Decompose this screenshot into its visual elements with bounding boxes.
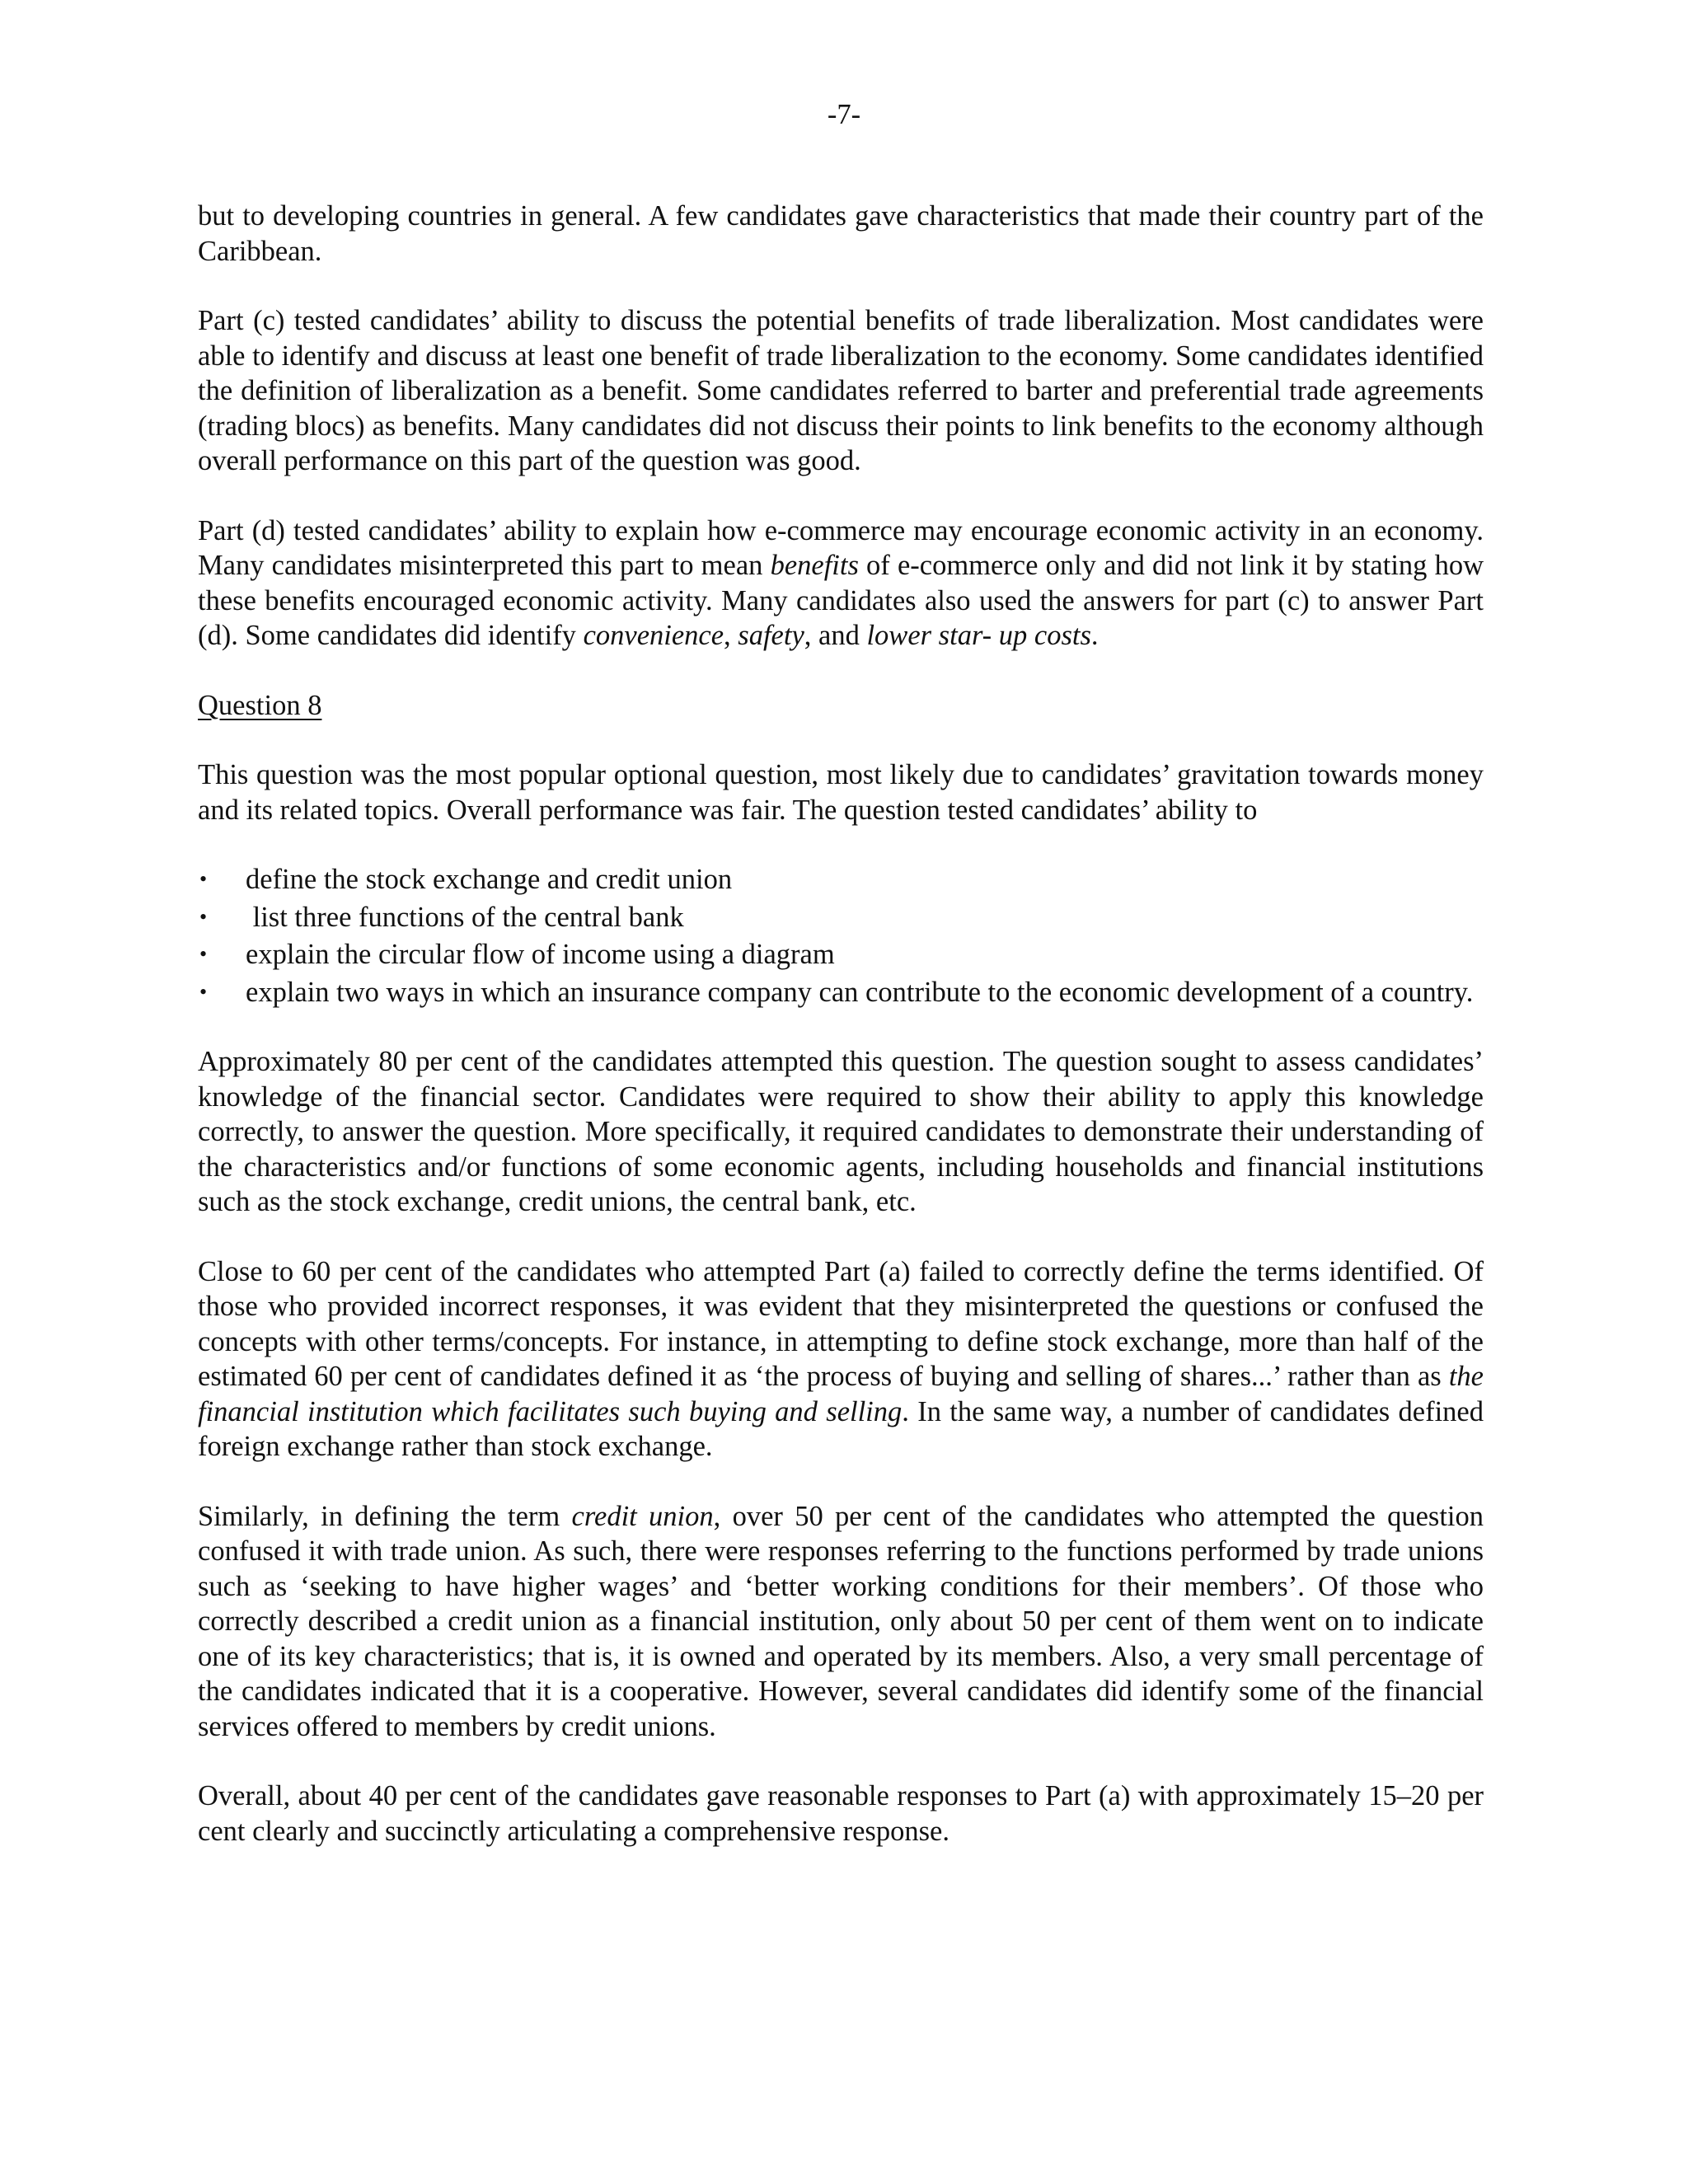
bullet-icon: • <box>199 942 208 966</box>
list-item <box>198 900 1484 935</box>
text-run: Part (d) tested candidates’ ability to explain how e-commerce may encourage economic activity in an economy. Many candidates misinterpreted this part to mean <box>198 514 1484 581</box>
list-item <box>198 975 1484 1010</box>
text-run: Similarly, in defining the term <box>198 1500 572 1532</box>
document-body <box>198 199 1484 1883</box>
list-item-text: define the stock exchange and credit union <box>246 864 733 895</box>
bullet-icon: • <box>199 867 208 891</box>
italic-definition: the financial institution which facilitates such buying and selling <box>198 1361 1484 1427</box>
list-item-text: explain the circular flow of income using a diagram <box>246 939 835 970</box>
list-item <box>198 937 1484 972</box>
list-item-text: explain two ways in which an insurance company can contribute to the economic development of a country. <box>246 976 1474 1008</box>
text-run: , and <box>804 620 867 651</box>
text-run: Close to 60 per cent of the candidates who attempted Part (a) failed to correctly define the terms identified. Of those who provided incorrect responses, it was evident that they misinterpreted the questions or confused the concepts with other terms/concepts. For instance, in attempting to define stock exchange, more than half of the estimated 60 per cent of candidates defined it as ‘the process of buying and selling of shares...’ rather than as <box>198 1255 1484 1392</box>
text-run: , over 50 per cent of the candidates who attempted the question confused it with trade union. As such, there were responses referring to the functions performed by trade unions such as ‘seeking to have higher wages’ and ‘better working conditions for their members’. Of those who correctly described a credit union as a financial institution, only about 50 per cent of them went on to indicate one of its key characteristics; that is, it is owned and operated by its members. Also, a very small percentage of the candidates indicated that it is a cooperative. However, several candidates did identify some of the financial services offered to members by credit unions. <box>198 1500 1484 1742</box>
paragraph-overall: Overall, about 40 per cent of the candidates gave reasonable responses to Part (a) with approximately 15–20 per cent clearly and succinctly articulating a comprehensive response. <box>198 1780 1484 1847</box>
bullet-icon: • <box>199 904 208 929</box>
italic-term-benefits: benefits <box>770 550 859 581</box>
bullet-list <box>198 862 1484 1010</box>
text-run: , <box>724 620 738 651</box>
paragraph-part-a-definitions <box>198 1254 1484 1465</box>
text-run: of e-commerce only and did not link it by stating how these benefits encouraged economic activity. Many candidates also used the answers for part (c) to answer Part (d). Some candidates did identify <box>198 550 1484 651</box>
paragraph-continuation: but to developing countries in general. A few candidates gave characteristics that made their country part of the Caribbean. <box>198 200 1484 267</box>
bullet-icon: • <box>199 979 208 1004</box>
paragraph-part-d <box>198 513 1484 654</box>
paragraph-attempt-rate: Approximately 80 per cent of the candidates attempted this question. The question sought to assess candidates’ knowledge of the financial sector. Candidates were required to show their ability to apply this knowledge correctly, to answer the question. More specifically, it required candidates to demonstrate their understanding of the characteristics and/or functions of some economic agents, including households and financial institutions such as the stock exchange, credit unions, the central bank, etc. <box>198 1046 1484 1217</box>
section-heading-question-8: Question 8 <box>198 689 322 721</box>
list-item <box>198 862 1484 898</box>
italic-term-safety: safety <box>738 620 804 651</box>
italic-term-convenience: convenience <box>583 620 724 651</box>
paragraph-question-8-intro: This question was the most popular optional question, most likely due to candidates’ gravitation towards money and its related topics. Overall performance was fair. The question tested candidates’ ability to <box>198 759 1484 826</box>
list-item-text: list three functions of the central bank <box>246 901 684 933</box>
italic-term-credit-union: credit union <box>571 1500 714 1532</box>
paragraph-credit-union <box>198 1499 1484 1745</box>
paragraph-part-c: Part (c) tested candidates’ ability to discuss the potential benefits of trade liberalization. Most candidates were able to identify and discuss at least one benefit of trade liberalization to the economy. Some candidates identified the definition of liberalization as a benefit. Some candidates referred to barter and preferential trade agreements (trading blocs) as benefits. Many candidates did not discuss their points to link benefits to the economy although overall performance on this part of the question was good. <box>198 305 1484 476</box>
italic-term-lower-start-up-costs: lower star- up costs <box>866 620 1091 651</box>
text-run: . In the same way, a number of candidates defined foreign exchange rather than stock exchange. <box>198 1395 1484 1462</box>
text-run: . <box>1090 620 1099 651</box>
page-number: -7- <box>827 99 861 130</box>
